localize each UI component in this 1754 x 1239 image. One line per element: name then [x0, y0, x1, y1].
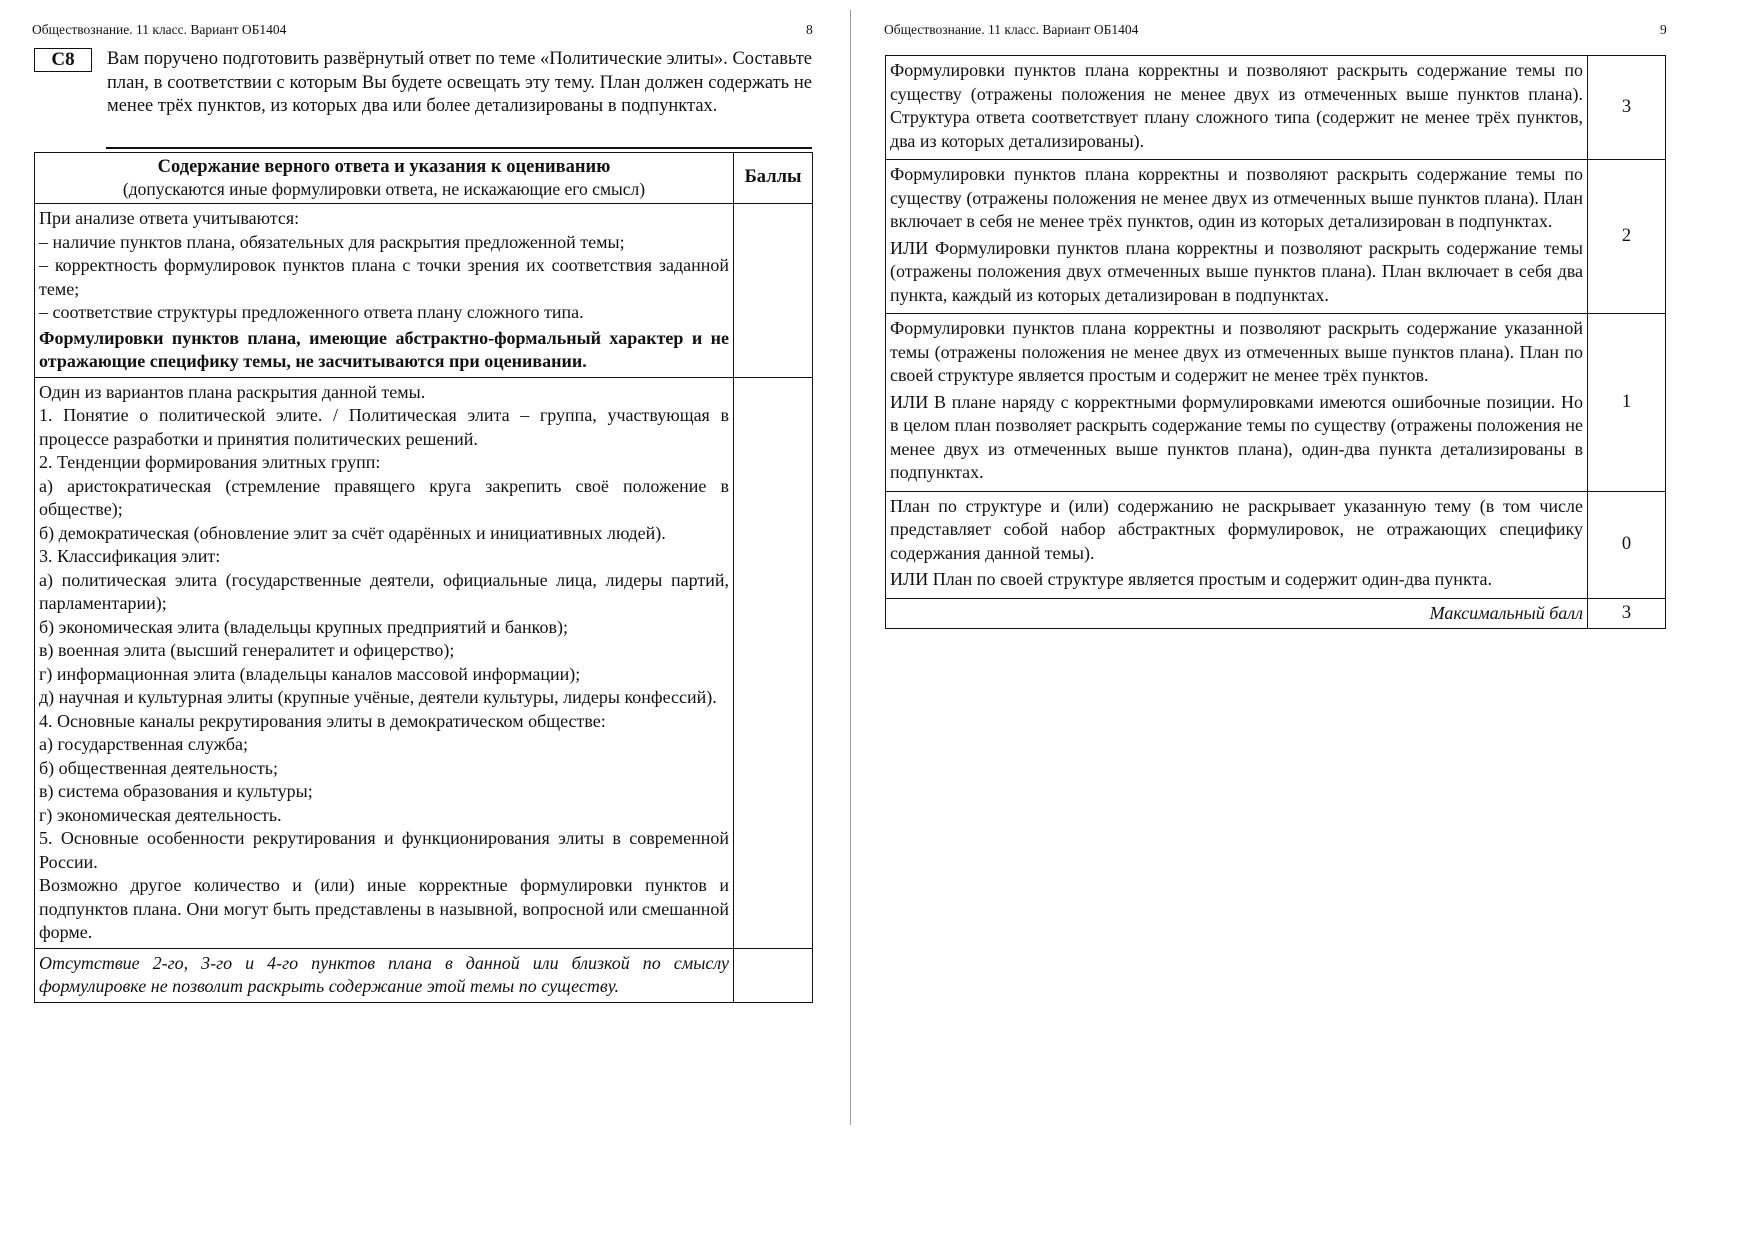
plan-line: Возможно другое количество и (или) иные корректные формулировки пунктов и подпунктов плана. Они могут быть представлены в назывной, вопросной или смешанной форме. — [39, 875, 729, 942]
page-divider — [850, 10, 851, 1125]
right-page-number: 9 — [1660, 22, 1667, 37]
criteria-cell — [35, 204, 734, 378]
plan-line: 5. Основные особенности рекрутирования и функционирования элиты в современной России. — [39, 828, 729, 872]
plan-line: в) система образования и культуры; — [39, 781, 313, 801]
scoring-criteria — [886, 314, 1588, 492]
scoring-score: 0 — [1588, 491, 1666, 598]
plan-line: а) аристократическая (стремление правящего круга закрепить своё положение в обществе); — [39, 475, 729, 519]
plan-line: 1. Понятие о политической элите. / Политическая элита – группа, участвующая в процессе разработки и принятия политических решений. — [39, 405, 729, 449]
criteria-item: – соответствие структуры предложенного ответа плану сложного типа. — [39, 302, 584, 322]
plan-row — [35, 377, 813, 948]
footer-row — [35, 948, 813, 1002]
scoring-paragraph: ИЛИ План по своей структуре является простым и содержит один-два пункта. — [890, 569, 1493, 589]
scoring-row-1 — [886, 314, 1666, 492]
criteria-item: – корректность формулировок пунктов плана с точки зрения их соответствия заданной теме; — [39, 255, 729, 299]
task-block — [34, 48, 812, 119]
scoring-score: 3 — [1588, 56, 1666, 160]
header-subtitle: (допускаются иные формулировки ответа, не искажающие его смысл) — [122, 179, 646, 199]
criteria-score-cell — [734, 204, 813, 378]
plan-line: б) демократическая (обновление элит за счёт одарённых и инициативных людей). — [39, 522, 666, 543]
scoring-paragraph: Формулировки пунктов плана корректны и позволяют раскрыть содержание темы по существу (отражены положения не менее двух из отмеченных выше пунктов плана). Структура ответа соответствует плану сложного типа (содержит не менее трёх пунктов, два из которых детализированы). — [890, 60, 1583, 151]
task-text: Вам поручено подготовить развёрнутый ответ по теме «Политические элиты». Составьте план, в соответствии с которым Вы будете освещать эту тему. План должен содержать не менее трёх пунктов, из которых два или более детализированы в подпунктах. — [107, 49, 812, 116]
right-page — [852, 0, 1754, 1239]
left-page — [0, 0, 850, 1239]
plan-line: б) экономическая элита (владельцы крупных предприятий и банков); — [39, 616, 568, 637]
header-score: Баллы — [734, 153, 813, 204]
scoring-paragraph: План по структуре и (или) содержанию не раскрывает указанную тему (в том числе представляет собой набор абстрактных формулировок, не отражающих специфику содержания данной темы). — [890, 495, 1583, 563]
scoring-criteria — [886, 491, 1588, 598]
footer-score-cell — [734, 948, 813, 1002]
plan-score-cell — [734, 377, 813, 948]
plan-line: а) политическая элита (государственные деятели, официальные лица, лидеры партий, парламентарии); — [39, 569, 729, 613]
scoring-criteria — [886, 56, 1588, 160]
header-title: Содержание верного ответа и указания к оцениванию — [157, 157, 611, 177]
plan-line: 4. Основные каналы рекрутирования элиты в демократическом обществе: — [39, 710, 606, 731]
task-id-badge: С8 — [34, 48, 92, 72]
scoring-row-3 — [886, 56, 1666, 160]
plan-line: б) общественная деятельность; — [39, 757, 279, 778]
answer-table-header — [35, 153, 734, 204]
criteria-intro: При анализе ответа учитываются: — [39, 208, 300, 228]
plan-line: а) государственная служба; — [39, 734, 248, 754]
scoring-score: 1 — [1588, 314, 1666, 492]
plan-line: 2. Тенденции формирования элитных групп: — [39, 452, 381, 472]
scoring-table — [885, 55, 1666, 629]
scoring-row-0 — [886, 491, 1666, 598]
plan-line: г) информационная элита (владельцы каналов массовой информации); — [39, 663, 581, 684]
scoring-row-2 — [886, 160, 1666, 314]
left-page-number: 8 — [806, 22, 813, 37]
plan-line: д) научная и культурная элиты (крупные учёные, деятели культуры, лидеры конфессий). — [39, 687, 717, 707]
max-score-label: Максимальный балл — [886, 598, 1588, 629]
plan-line: 3. Классификация элит: — [39, 546, 221, 566]
scoring-criteria — [886, 160, 1588, 314]
scoring-paragraph: Формулировки пунктов плана корректны и позволяют раскрыть содержание указанной темы (отражены положения не менее двух из отмеченных выше пунктов плана). План по своей структуре является простым и содержит не менее трёх пунктов. — [890, 318, 1583, 385]
left-page-header: Обществознание. 11 класс. Вариант ОБ1404 — [32, 22, 287, 37]
plan-line: г) экономическая деятельность. — [39, 804, 282, 825]
criteria-row — [35, 204, 813, 378]
max-score-row — [886, 598, 1666, 629]
scoring-paragraph: ИЛИ В плане наряду с корректными формулировками имеются ошибочные позиции. Но в целом план позволяет раскрыть содержание темы по существу (отражены положения не менее двух из отмеченных выше пунктов плана), один-два пункта детализированы в подпунктах. — [890, 391, 1583, 482]
plan-line: Один из вариантов плана раскрытия данной темы. — [39, 381, 426, 402]
scoring-score: 2 — [1588, 160, 1666, 314]
right-page-header: Обществознание. 11 класс. Вариант ОБ1404 — [884, 22, 1139, 37]
plan-line: в) военная элита (высший генералитет и офицерство); — [39, 640, 455, 660]
footer-note: Отсутствие 2-го, 3-го и 4-го пунктов плана в данной или близкой по смыслу формулировке не позволит раскрыть содержание этой темы по существу. — [35, 948, 734, 1002]
max-score-value: 3 — [1588, 598, 1666, 629]
criteria-bold-note: Формулировки пунктов плана, имеющие абстрактно-формальный характер и не отражающие специфику темы, не засчитываются при оценивании. — [39, 327, 729, 371]
task-underline — [106, 147, 812, 149]
answer-table-header-row — [35, 153, 813, 204]
criteria-item: – наличие пунктов плана, обязательных для раскрытия предложенной темы; — [39, 231, 625, 252]
scoring-paragraph: Формулировки пунктов плана корректны и позволяют раскрыть содержание темы по существу (отражены положения не менее двух из отмеченных выше пунктов плана). План включает в себя не менее трёх пунктов, один из которых детализирован в подпунктах. — [890, 164, 1583, 231]
plan-cell — [35, 377, 734, 948]
scoring-paragraph: ИЛИ Формулировки пунктов плана корректны и позволяют раскрыть содержание темы (отражены положения двух отмеченных выше пунктов плана). План включает в себя два пункта, каждый из которых детализирован в подпунктах. — [890, 237, 1583, 305]
answer-table — [34, 152, 813, 1003]
